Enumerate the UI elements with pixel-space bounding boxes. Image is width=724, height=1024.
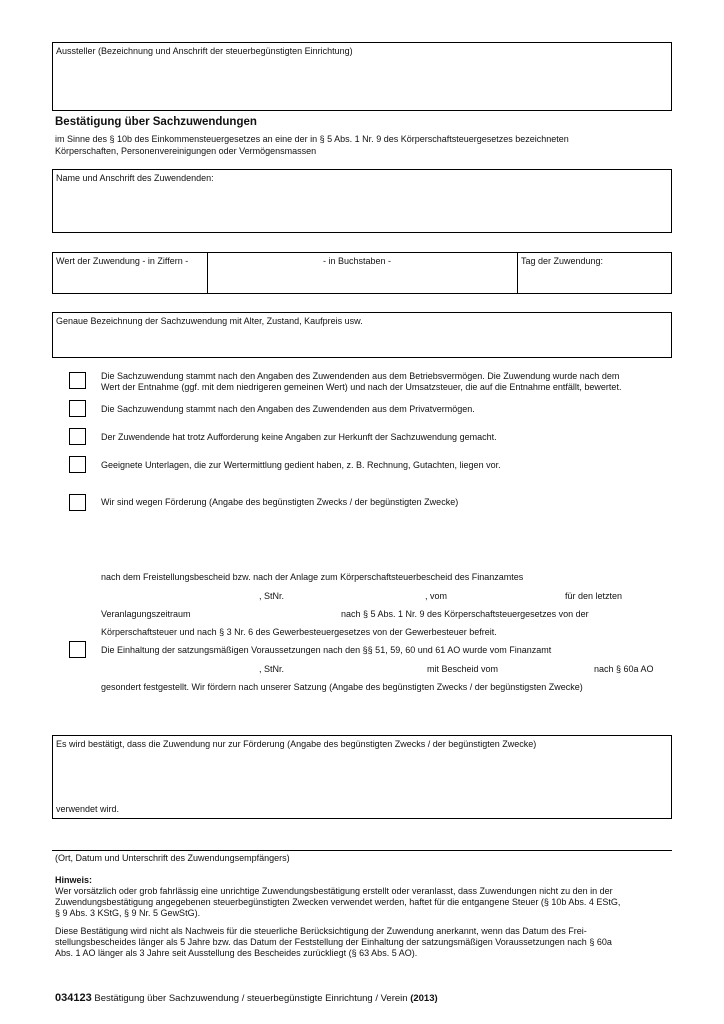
option-documents: Geeignete Unterlagen, die zur Wertermittlung gedient haben, z. B. Rechnung, Gutachten, liegen vor. — [101, 460, 501, 470]
option-business-line1: Die Sachzuwendung stammt nach den Angaben des Zuwendenden aus dem Betriebsvermögen. Die Zuwendung wurde nach dem — [101, 371, 620, 381]
checkbox-statutes[interactable] — [69, 641, 86, 658]
statutes-bescheid: mit Bescheid vom — [427, 664, 499, 674]
notice-p1-line2: Zuwendungsbestätigung angegebenen steuerbegünstigten Zwecken verwendet werden, haftet für die entgangene Steuer (§ 10b Abs. 4 EStG, — [55, 897, 621, 908]
statutes-line3: gesondert festgestellt. Wir fördern nach unserer Satzung (Angabe des begünstigten Zwecks / der begünstigsten Zwecke) — [101, 682, 583, 692]
signature-line — [52, 850, 672, 851]
notice-paragraph-1 — [55, 886, 675, 920]
exemption-line1: nach dem Freistellungsbescheid bzw. nach der Anlage zum Körperschaftsteuerbescheid des Finanzamtes — [101, 572, 524, 582]
notice-p1-line3: § 9 Abs. 3 KStG, § 9 Nr. 5 GewStG). — [55, 908, 201, 919]
donor-field[interactable] — [52, 169, 672, 233]
checkbox-purpose-exemption[interactable] — [69, 494, 86, 511]
exemption-veranlagung: Veranlagungszeitraum — [101, 609, 191, 619]
exemption-vom: , vom — [425, 591, 448, 601]
issuer-field[interactable] — [52, 42, 672, 111]
checkbox-private-assets[interactable] — [69, 400, 86, 417]
value-words-field[interactable] — [208, 266, 516, 293]
subtitle-line1: im Sinne des § 10b des Einkommensteuergesetzes an eine der in § 5 Abs. 1 Nr. 9 des Körperschaftsteuergesetzes bezeichneten — [55, 134, 569, 144]
value-date-label: Tag der Zuwendung: — [521, 256, 604, 266]
option-no-info: Der Zuwendende hat trotz Aufforderung keine Angaben zur Herkunft der Sachzuwendung gemacht. — [101, 432, 497, 442]
confirmation-footer: verwendet wird. — [56, 804, 120, 814]
confirmation-field[interactable] — [52, 735, 672, 819]
option-private: Die Sachzuwendung stammt nach den Angaben des Zuwendenden aus dem Privatvermögen. — [101, 404, 475, 414]
purpose-field[interactable] — [101, 510, 671, 566]
subtitle-line2: Körperschaften, Personenvereinigungen oder Vermögensmassen — [55, 146, 317, 156]
statutes-ao: nach § 60a AO — [594, 664, 654, 674]
form-title: Bestätigung über Sachzuwendung / steuerbegünstigte Einrichtung / Verein — [94, 993, 408, 1004]
page-title: Bestätigung über Sachzuwendungen — [55, 116, 257, 128]
exemption-line3-rest: nach § 5 Abs. 1 Nr. 9 des Körperschaftsteuergesetzes von der — [341, 609, 589, 619]
value-digits-field[interactable] — [53, 266, 206, 293]
form-footer — [55, 992, 438, 1006]
option-purpose: Wir sind wegen Förderung (Angabe des begünstigten Zwecks / der begünstigten Zwecke) — [101, 497, 459, 507]
form-code: 034123 — [55, 992, 92, 1004]
signature-field[interactable] — [52, 822, 672, 850]
checkbox-no-origin-info[interactable] — [69, 428, 86, 445]
option-business-line2: Wert der Entnahme (ggf. mit dem niedrigeren gemeinen Wert) und nach der Umsatzsteuer, die auf die Entnahme entfällt, bewertet. — [101, 382, 622, 392]
value-date-field[interactable] — [518, 266, 671, 293]
notice-paragraph-2 — [55, 926, 675, 960]
value-digits-label: Wert der Zuwendung - in Ziffern - — [56, 256, 189, 266]
exemption-stnr: , StNr. — [259, 591, 285, 601]
checkbox-business-assets[interactable] — [69, 372, 86, 389]
signature-label: (Ort, Datum und Unterschrift des Zuwendungsempfängers) — [55, 853, 290, 863]
notice-p2-line3: Abs. 1 AO länger als 3 Jahre seit Ausstellung des Bescheides zurückliegt (§ 63 Abs. 5 AO). — [55, 948, 418, 959]
value-words-label: - in Buchstaben - — [323, 256, 392, 266]
notice-p2-line1: Diese Bestätigung wird nicht als Nachweis für die steuerliche Berücksichtigung der Zuwendung anerkannt, wenn das Datum des Frei- — [55, 926, 587, 936]
checkbox-documents[interactable] — [69, 456, 86, 473]
form-year: (2013) — [410, 993, 438, 1004]
confirmation-label: Es wird bestätigt, dass die Zuwendung nur zur Förderung (Angabe des begünstigten Zwecks / der begünstigten Zwecke) — [56, 739, 537, 749]
exemption-line4: Körperschaftsteuer und nach § 3 Nr. 6 des Gewerbesteuergesetzes von der Gewerbesteuer befreit. — [101, 627, 497, 637]
description-field[interactable] — [52, 312, 672, 358]
statutes-stnr: , StNr. — [259, 664, 285, 674]
exemption-letzten: für den letzten — [565, 591, 623, 601]
notice-p2-line2: stellungsbescheides länger als 5 Jahre bzw. das Datum der Feststellung der Einhaltung der satzungsmäßigen Voraussetzungen nach § 60a — [55, 937, 612, 948]
donor-label: Name und Anschrift des Zuwendenden: — [56, 173, 214, 183]
issuer-label: Aussteller (Bezeichnung und Anschrift der steuerbegünstigten Einrichtung) — [56, 46, 353, 56]
description-label: Genaue Bezeichnung der Sachzuwendung mit Alter, Zustand, Kaufpreis usw. — [56, 316, 363, 326]
notice-p1-line1: Wer vorsätzlich oder grob fahrlässig eine unrichtige Zuwendungsbestätigung erstellt oder veranlasst, dass Zuwendungen nicht zu den in der — [55, 886, 613, 896]
notice-title: Hinweis: — [55, 875, 93, 885]
statutes-line1: Die Einhaltung der satzungsmäßigen Voraussetzungen nach den §§ 51, 59, 60 und 61 AO wurde vom Finanzamt — [101, 645, 552, 655]
